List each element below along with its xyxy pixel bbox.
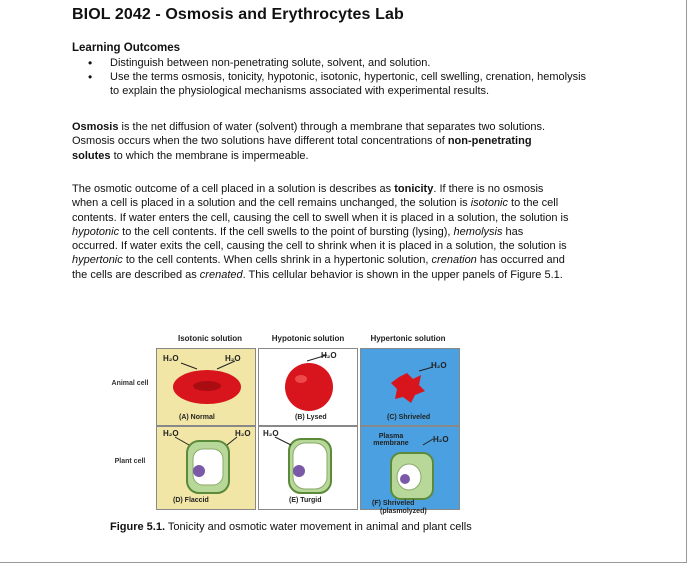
paragraph-text: . If there is no osmosis when a cell is placed in a solution and the cell remains unchanged, the solution is (72, 183, 544, 210)
paragraph-text: The osmotic outcome of a cell placed in a solution is describes as (72, 183, 395, 195)
tonicity-paragraph (72, 182, 572, 282)
paragraph-text: to the cell contents. When cells shrink in a hypertonic solution, (122, 254, 432, 267)
water-label: H₂O (263, 429, 279, 438)
panel-hypotonic-animal (258, 348, 358, 426)
italic-term: hypotonic (72, 225, 120, 238)
plasma-membrane-label: Plasma membrane (373, 433, 409, 447)
label-f-plasmolyzed: (plasmolyzed) (380, 508, 427, 515)
panel-hypertonic-plant (360, 426, 460, 510)
label-e-turgid: (E) Turgid (289, 497, 322, 504)
paragraph-text: . This cellular behavior is shown in the upper panels of Figure 5.1. (242, 268, 563, 281)
panel-isotonic-plant (156, 426, 256, 510)
caption-text: Tonicity and osmotic water movement in animal and plant cells (165, 521, 472, 533)
water-label: H₂O (321, 351, 337, 360)
paragraph-text: has occurred and the cells are described as (72, 254, 565, 281)
label-c-shriveled: (C) Shriveled (387, 414, 431, 421)
osmosis-term: Osmosis (72, 121, 119, 133)
bold-term: non-penetrating solutes (72, 135, 532, 162)
label-d-flaccid: (D) Flaccid (173, 497, 209, 504)
bold-term: tonicity (394, 183, 434, 195)
label-b-lysed: (B) Lysed (295, 414, 327, 421)
paragraph-text: to the cell contents. If the cell swells to the point of bursting (lysing), (119, 225, 454, 238)
panel-hypertonic-animal (360, 348, 460, 426)
italic-term: hemolysis (453, 225, 503, 238)
learning-outcomes-list (72, 56, 592, 98)
water-label: H₂O (431, 361, 447, 370)
italic-term: isotonic (470, 197, 508, 210)
row-label-plant: Plant cell (114, 458, 146, 465)
row-label-animal: Animal cell (111, 380, 149, 387)
italic-term: crenation (431, 254, 477, 267)
water-label: H₂O (163, 429, 179, 438)
label-f-shriveled: (F) Shriveled (372, 500, 415, 507)
learning-outcome-item: • Use the terms osmosis, tonicity, hypotonic, isotonic, hypertonic, cell swelling, crenation, hemolysis to explain the physiological mechanisms associated with experimental results. (72, 70, 592, 98)
italic-term: crenated (199, 268, 243, 281)
caption-label: Figure 5.1. (110, 521, 166, 533)
paragraph-text: is the net diffusion of water (solvent) through a membrane that separates two solutions. Osmosis occurs when the two solutions have different total concentrations of (72, 121, 546, 148)
learning-outcomes-heading: Learning Outcomes (72, 42, 180, 54)
water-label: H₂O (163, 354, 179, 363)
learning-outcome-item: • Distinguish between non-penetrating solute, solvent, and solution. (72, 56, 592, 70)
label-a-normal: (A) Normal (179, 414, 215, 421)
panel-hypotonic-plant (258, 426, 358, 510)
figure-5-1 (110, 334, 490, 522)
paragraph-text: to which the membrane is impermeable. (110, 149, 309, 162)
water-label: H₂O (433, 435, 449, 444)
water-label: H₂O (235, 429, 251, 438)
paragraph-text: to the cell contents. If water enters the cell, causing the cell to swell when it is placed in a solution, the solution is (72, 197, 569, 224)
header-hypotonic: Hypotonic solution (271, 334, 345, 343)
panel-isotonic-animal (156, 348, 256, 426)
header-hypertonic: Hypertonic solution (370, 334, 446, 343)
paragraph-text: has occurred. If water exits the cell, causing the cell to shrink when it is placed in a solution, the solution is (72, 225, 567, 253)
figure-caption (110, 521, 472, 533)
water-label: H₂O (225, 354, 241, 363)
italic-term: hypertonic (72, 254, 123, 267)
page-title: BIOL 2042 - Osmosis and Erythrocytes Lab (72, 6, 404, 23)
osmosis-paragraph (72, 120, 572, 163)
header-isotonic: Isotonic solution (178, 334, 242, 343)
